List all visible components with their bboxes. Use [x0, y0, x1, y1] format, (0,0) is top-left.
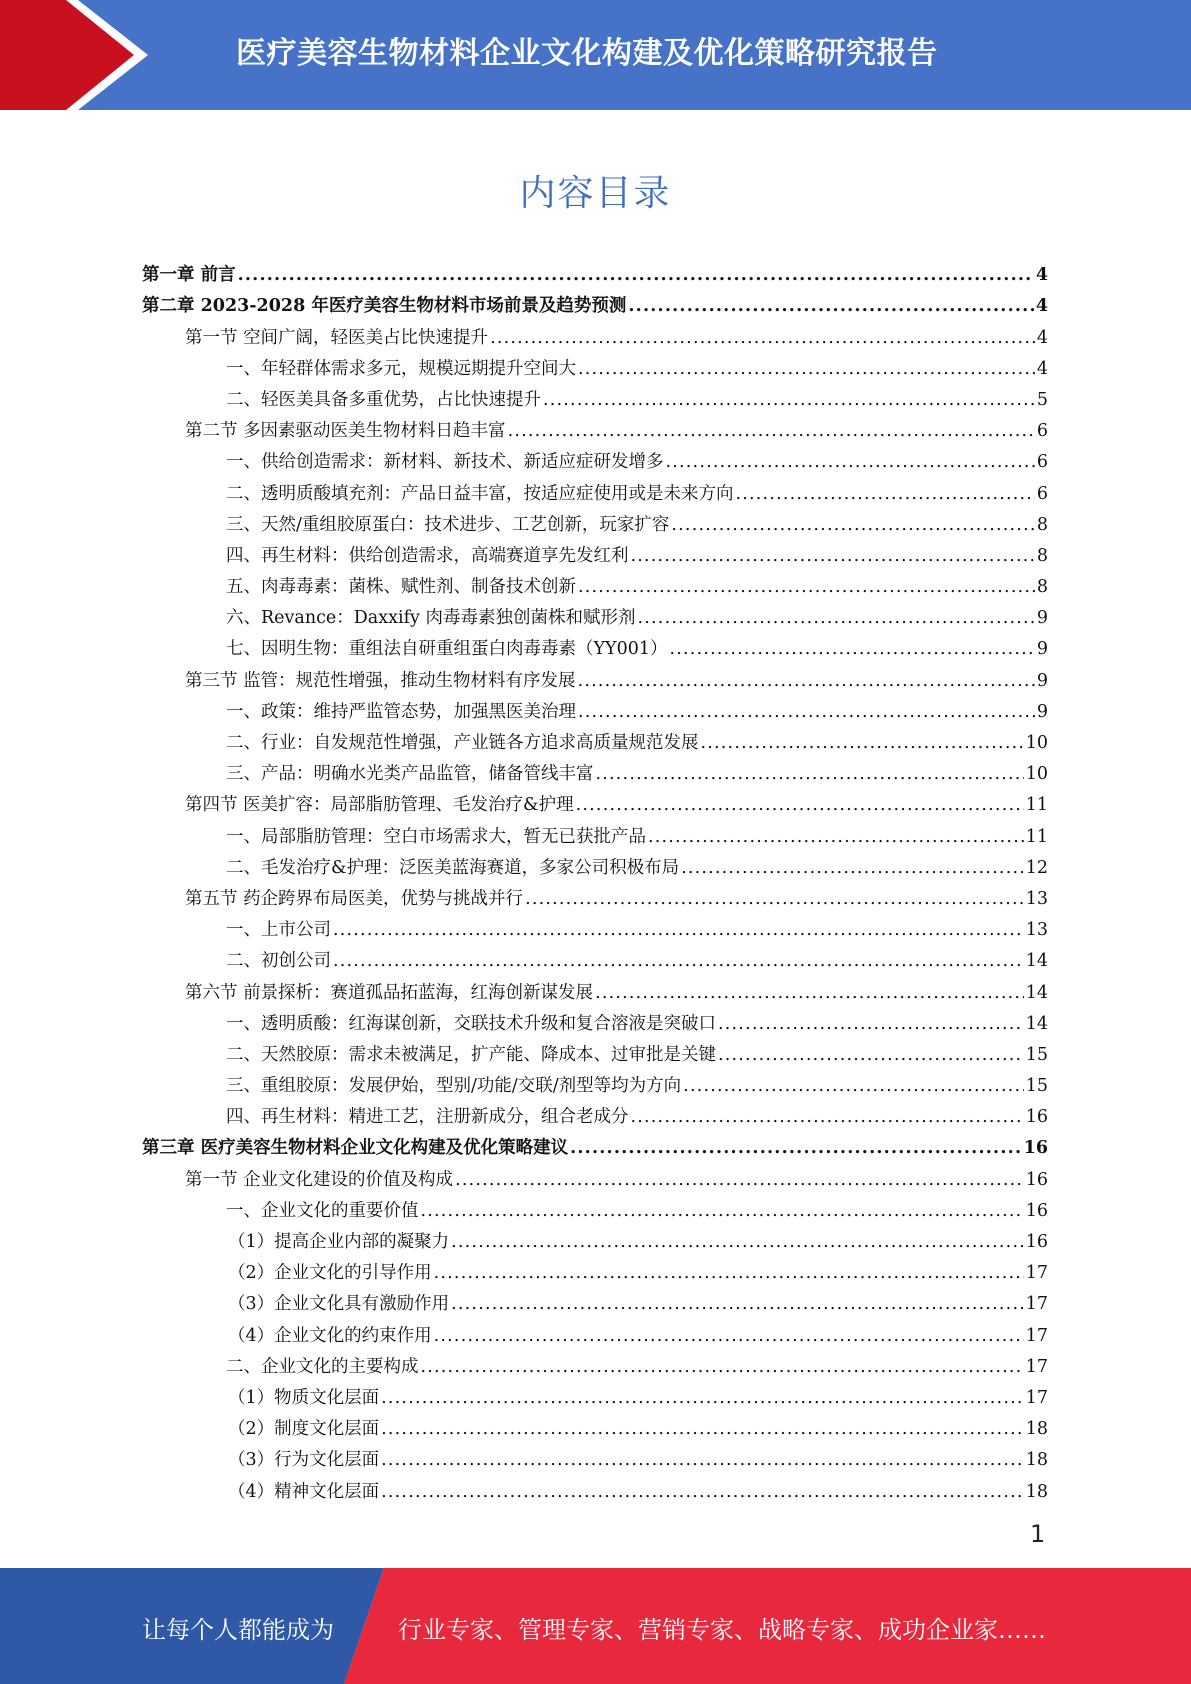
toc-entry[interactable] [142, 1471, 1048, 1502]
toc-dot-leader [381, 1481, 1024, 1503]
toc-entry-title: （2）制度文化层面 [228, 1419, 380, 1440]
toc-dot-leader [451, 1231, 1024, 1253]
toc-dot-leader [681, 857, 1024, 879]
toc-entry-page: 17 [1025, 1294, 1048, 1315]
toc-entry[interactable] [142, 1378, 1048, 1409]
toc-entry[interactable] [142, 255, 1048, 286]
toc-dot-leader [455, 1169, 1024, 1191]
toc-dot-leader [578, 670, 1035, 692]
toc-entry-page: 4 [1035, 296, 1048, 317]
toc-entry[interactable] [142, 660, 1048, 691]
toc-entry-page: 17 [1025, 1263, 1048, 1284]
toc-entry-title: 三、天然/重组胶原蛋白：技术进步、工艺创新，玩家扩容 [226, 514, 670, 535]
toc-dot-leader [381, 1387, 1024, 1409]
toc-entry-title: （1）物质文化层面 [228, 1387, 380, 1408]
toc-entry[interactable] [142, 1347, 1048, 1378]
toc-dot-leader [736, 483, 1035, 505]
toc-entry-page: 8 [1036, 577, 1048, 598]
toc-entry-page: 17 [1025, 1325, 1048, 1346]
toc-entry-page: 12 [1025, 857, 1048, 878]
toc-dot-leader [628, 295, 1033, 317]
toc-entry-title: 二、毛发治疗&护理：泛医美蓝海赛道，多家公司积极布局 [226, 857, 680, 878]
toc-entry-page: 6 [1036, 421, 1048, 442]
toc-entry[interactable] [142, 473, 1048, 504]
toc-entry[interactable] [142, 1284, 1048, 1315]
toc-entry-page: 18 [1025, 1450, 1048, 1471]
toc-entry[interactable] [142, 598, 1048, 629]
toc-entry-page: 18 [1025, 1481, 1048, 1502]
toc-entry-page: 9 [1036, 701, 1048, 722]
toc-dot-leader [421, 1200, 1024, 1222]
toc-dot-leader [578, 576, 1035, 598]
toc-entry-title: （1）提高企业内部的凝聚力 [228, 1232, 450, 1252]
toc-entry-title: 第三节 监管：规范性增强，推动生物材料有序发展 [185, 670, 576, 691]
toc-dot-leader [543, 389, 1035, 411]
footer-slogan-roles: 行业专家、管理专家、营销专家、战略专家、成功企业家…… [398, 1616, 1046, 1644]
toc-dot-leader [434, 1325, 1024, 1347]
toc-entry[interactable] [142, 754, 1048, 785]
toc-dot-leader [578, 701, 1035, 723]
toc-dot-leader [576, 794, 1024, 816]
toc-entry[interactable] [142, 286, 1048, 317]
toc-dot-leader [434, 1262, 1024, 1284]
toc-entry[interactable] [142, 692, 1048, 723]
toc-entry-title: 第二节 多因素驱动医美生物材料日趋丰富 [185, 421, 506, 442]
toc-entry[interactable] [142, 349, 1048, 380]
toc-entry-title: 第三章 医疗美容生物材料企业文化构建及优化策略建议 [142, 1138, 569, 1159]
toc-entry[interactable] [142, 1222, 1048, 1253]
toc-entry[interactable] [142, 1253, 1048, 1284]
toc-entry-title: 二、透明质酸填充剂：产品日益丰富，按适应症使用或是未来方向 [226, 483, 734, 504]
toc-dot-leader [683, 1075, 1024, 1097]
toc-entry-page: 8 [1036, 545, 1048, 566]
toc-entry-page: 17 [1025, 1387, 1048, 1408]
toc-entry-page: 14 [1025, 951, 1048, 972]
toc-dot-leader [451, 1293, 1024, 1315]
toc-entry-page: 14 [1025, 982, 1048, 1003]
toc-entry-page: 9 [1036, 608, 1048, 629]
toc-entry-title: 第六节 前景探析：赛道孤品拓蓝海，红海创新谋发展 [185, 982, 594, 1003]
toc-entry-title: （3）企业文化具有激励作用 [228, 1294, 450, 1315]
toc-entry-title: 第一章 前言 [142, 265, 236, 286]
toc-entry-page: 16 [1025, 1232, 1048, 1252]
footer-slogan-lead: 让每个人都能成为 [142, 1616, 334, 1644]
toc-entry-page: 11 [1025, 826, 1048, 847]
toc-entry-title: 四、再生材料：精进工艺，注册新成分，组合老成分 [226, 1107, 629, 1128]
toc-entry-title: 一、上市公司 [226, 920, 331, 941]
toc-entry-page: 16 [1023, 1138, 1048, 1159]
toc-entry-title: 二、行业：自发规范性增强，产业链各方追求高质量规范发展 [226, 733, 699, 753]
toc-entry-title: 一、局部脂肪管理：空白市场需求大，暂无已获批产品 [226, 826, 646, 847]
toc-entry-page: 9 [1036, 639, 1048, 660]
toc-entry[interactable] [142, 411, 1048, 442]
toc-entry-page: 15 [1025, 1076, 1048, 1097]
toc-entry-title: 三、产品：明确水光类产品监管，储备管线丰富 [226, 764, 594, 785]
toc-entry-title: 第五节 药企跨界布局医美，优势与挑战并行 [185, 888, 524, 909]
toc-entry-title: 二、轻医美具备多重优势，占比快速提升 [226, 389, 541, 410]
toc-entry[interactable] [142, 1159, 1048, 1190]
toc-entry-page: 8 [1036, 514, 1048, 535]
toc-entry[interactable] [142, 1004, 1048, 1035]
toc-entry[interactable] [142, 816, 1048, 847]
toc-entry[interactable] [142, 879, 1048, 910]
table-of-contents [142, 255, 1048, 1503]
toc-entry-title: （2）企业文化的引导作用 [228, 1263, 432, 1284]
toc-entry-title: 四、再生材料：供给创造需求，高端赛道享先发红利 [226, 545, 629, 566]
toc-entry[interactable] [142, 536, 1048, 567]
toc-entry[interactable] [142, 910, 1048, 941]
toc-dot-leader [595, 982, 1024, 1004]
toc-entry[interactable] [142, 1097, 1048, 1128]
toc-entry[interactable] [142, 972, 1048, 1003]
toc-dot-leader [631, 545, 1035, 567]
toc-entry-title: 二、天然胶原：需求未被满足，扩产能、降成本、过审批是关键 [226, 1044, 716, 1065]
toc-entry[interactable] [142, 567, 1048, 598]
toc-dot-leader [578, 358, 1035, 380]
toc-entry-page: 6 [1036, 483, 1048, 504]
toc-dot-leader [490, 327, 1035, 349]
toc-entry-title: （4）精神文化层面 [228, 1481, 380, 1502]
toc-dot-leader [648, 826, 1024, 848]
page-number: 1 [1030, 1520, 1046, 1548]
toc-entry-page: 10 [1025, 764, 1048, 785]
toc-dot-leader [333, 950, 1024, 972]
toc-entry-title: 一、企业文化的重要价值 [226, 1200, 419, 1221]
toc-dot-leader [381, 1449, 1024, 1471]
toc-entry-page: 4 [1036, 327, 1048, 348]
toc-entry[interactable] [142, 1066, 1048, 1097]
toc-entry-title: 第二章 2023-2028 年医疗美容生物材料市场前景及趋势预测 [142, 296, 627, 317]
toc-entry[interactable] [142, 941, 1048, 972]
toc-entry-page: 9 [1036, 670, 1048, 691]
toc-entry-title: 五、肉毒毒素：菌株、赋性剂、制备技术创新 [226, 577, 576, 598]
toc-entry-title: （3）行为文化层面 [228, 1450, 380, 1471]
toc-entry[interactable] [142, 1315, 1048, 1346]
toc-entry-page: 16 [1025, 1200, 1048, 1221]
toc-entry-title: 第一节 空间广阔，轻医美占比快速提升 [185, 327, 489, 348]
toc-entry-page: 10 [1025, 733, 1048, 753]
toc-entry-title: 六、Revance：Daxxify 肉毒毒素独创菌株和赋形剂 [226, 608, 636, 629]
toc-entry[interactable] [142, 1035, 1048, 1066]
toc-dot-leader [421, 1356, 1024, 1378]
toc-entry-title: 二、初创公司 [226, 951, 331, 972]
toc-entry-page: 16 [1025, 1107, 1048, 1128]
toc-dot-leader [670, 638, 1035, 660]
toc-entry-title: 一、政策：维持严监管态势，加强黑医美治理 [226, 701, 576, 722]
toc-dot-leader [570, 1137, 1022, 1159]
toc-entry-title: （4）企业文化的约束作用 [228, 1325, 432, 1346]
toc-entry[interactable] [142, 1128, 1048, 1159]
toc-entry-page: 11 [1025, 795, 1048, 816]
toc-entry-title: 一、年轻群体需求多元，规模远期提升空间大 [226, 358, 576, 379]
toc-entry-title: 二、企业文化的主要构成 [226, 1356, 419, 1377]
toc-dot-leader [718, 1044, 1024, 1066]
toc-dot-leader [631, 1106, 1024, 1128]
toc-entry[interactable] [142, 505, 1048, 536]
toc-dot-leader [718, 1013, 1024, 1035]
toc-entry[interactable] [142, 380, 1048, 411]
toc-entry-page: 16 [1025, 1169, 1048, 1190]
toc-entry-page: 6 [1036, 452, 1048, 473]
toc-dot-leader [333, 919, 1024, 941]
toc-entry[interactable] [142, 785, 1048, 816]
toc-entry-page: 5 [1036, 389, 1048, 410]
toc-entry-title: 第四节 医美扩容：局部脂肪管理、毛发治疗&护理 [185, 795, 574, 816]
toc-dot-leader [596, 763, 1024, 785]
toc-entry[interactable] [142, 848, 1048, 879]
toc-entry[interactable] [142, 317, 1048, 348]
toc-dot-leader [381, 1418, 1024, 1440]
toc-heading: 内容目录 [519, 173, 672, 214]
toc-entry-title: 三、重组胶原：发展伊始，型别/功能/交联/剂型等均为方向 [226, 1076, 682, 1097]
toc-dot-leader [671, 514, 1034, 536]
toc-dot-leader [666, 451, 1035, 473]
toc-entry-page: 14 [1025, 1013, 1048, 1034]
toc-entry-page: 13 [1025, 920, 1048, 941]
toc-entry-title: 七、因明生物：重组法自研重组蛋白肉毒毒素（YY001） [226, 639, 668, 660]
toc-entry-page: 15 [1025, 1044, 1048, 1065]
toc-entry[interactable] [142, 442, 1048, 473]
toc-entry-page: 4 [1035, 265, 1048, 286]
toc-entry-page: 18 [1025, 1419, 1048, 1440]
toc-dot-leader [238, 264, 1034, 286]
toc-entry[interactable] [142, 1440, 1048, 1471]
toc-entry[interactable] [142, 629, 1048, 660]
toc-entry-title: 第一节 企业文化建设的价值及构成 [185, 1169, 454, 1190]
toc-entry[interactable] [142, 1409, 1048, 1440]
toc-dot-leader [638, 607, 1035, 629]
report-title: 医疗美容生物材料企业文化构建及优化策略研究报告 [236, 36, 938, 71]
header-banner [0, 0, 1191, 110]
footer-banner [0, 1568, 1191, 1684]
toc-entry-page: 17 [1025, 1356, 1048, 1377]
toc-entry-page: 4 [1036, 358, 1048, 379]
toc-entry-title: 一、供给创造需求：新材料、新技术、新适应症研发增多 [226, 452, 664, 473]
toc-entry-page: 13 [1025, 888, 1048, 909]
toc-dot-leader [525, 888, 1024, 910]
toc-dot-leader [508, 420, 1035, 442]
toc-entry[interactable] [142, 723, 1048, 754]
toc-entry-title: 一、透明质酸：红海谋创新，交联技术升级和复合溶液是突破口 [226, 1013, 716, 1034]
toc-entry[interactable] [142, 1191, 1048, 1222]
toc-dot-leader [701, 732, 1024, 754]
